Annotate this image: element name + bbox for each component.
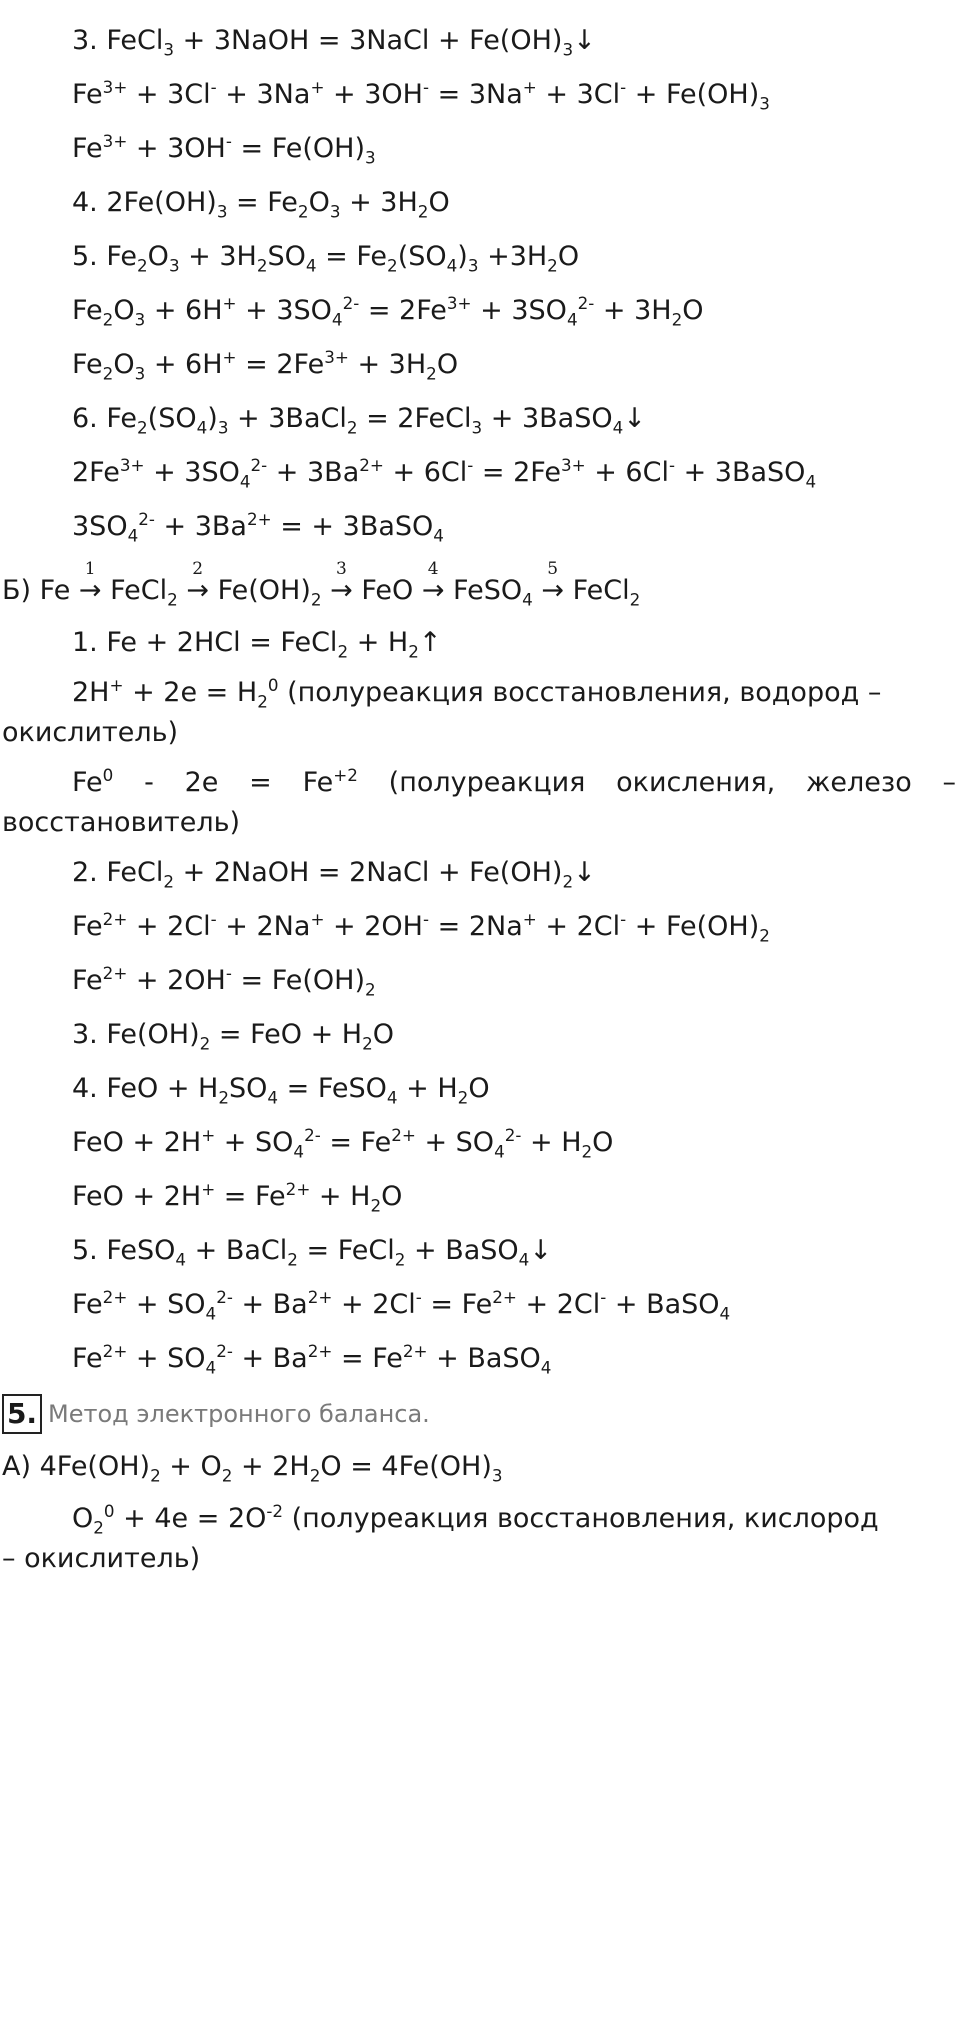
equation-line: А) $4Fe(OH)_2 + O_2 + 2H_2O = 4Fe(OH)_3$ <box>2 1451 503 1486</box>
equation-line: $Fe_2O_3 + 6H^+ = 2Fe^{3+} + 3H_2O$ <box>72 347 459 384</box>
equation-line: 5. $Fe_2O_3 + 3H_2SO_4 = Fe_2(SO_4)_3 +3H_2O$ <box>72 241 580 276</box>
half-reaction-continuation: окислитель) <box>2 717 179 748</box>
equation-line: $3SO_4^{2-} + 3Ba^{2+}$ = + 3BaSO$_4$ <box>72 509 444 546</box>
section-title: Метод электронного баланса. <box>48 1400 430 1428</box>
section-heading <box>2 1394 430 1434</box>
equation-line: 3. $Fe(OH)_2$ = FeO + $H_2O$ <box>72 1019 395 1054</box>
equation-line: FeO + $2H^+ + SO_4^{2-} = Fe^{2+} + SO_4^{2-} + H_2O$ <box>72 1125 614 1162</box>
transformation-scheme: Б) Fe → 1 FeCl$_2$ → 2 $Fe(OH)_2$ → 3 FeO → 4 FeSO$_4$ → 5 FeCl$_2$ <box>2 559 641 610</box>
equation-line: $Fe^{2+} + 2Cl^- + 2Na^+ + 2OH^- = 2Na^+ + 2Cl^- + Fe(OH)_2$ <box>72 909 770 946</box>
equation-line: $Fe^{3+} + 3OH^- = Fe(OH)_3$ <box>72 131 376 168</box>
half-reaction-continuation: – окислитель) <box>2 1543 201 1574</box>
equation-line: $Fe^{3+} + 3Cl^- + 3Na^+ + 3OH^- = 3Na^+ + 3Cl^- + Fe(OH)_3$ <box>72 77 770 114</box>
equation-line: 1. Fe + 2HCl = FeCl$_2$ + $H_2↑$ <box>72 627 442 662</box>
equation-line: 2. FeCl$_2$ + 2NaOH = 2NaCl + $Fe(OH)_2↓$ <box>72 857 596 892</box>
half-reaction-line: Fe$^0$ - 2e = $Fe^{+2}$ (полуреакция окисления, железо – <box>72 765 956 798</box>
equation-line: $Fe^{2+} + 2OH^- = Fe(OH)_2$ <box>72 963 376 1000</box>
equation-line: 4. FeO + $H_2SO_4$ = FeSO$_4$ + $H_2O$ <box>72 1073 490 1108</box>
equation-line: 5. FeSO$_4$ + BaCl$_2$ = FeCl$_2$ + BaSO$_4$↓ <box>72 1235 552 1270</box>
section-number-box: 5. <box>2 1394 42 1434</box>
half-reaction-continuation: восстановитель) <box>2 807 241 838</box>
half-reaction-line: $2H^+ + 2e = H_2^0$ (полуреакция восстановления, водород – <box>72 675 882 712</box>
equation-line: FeO + $2H^+ = Fe^{2+} + H_2O$ <box>72 1179 403 1216</box>
equation-line: $Fe^{2+} + SO_4^{2-} + Ba^{2+} = Fe^{2+}$ + BaSO$_4$ <box>72 1341 552 1378</box>
half-reaction-line: $O_2^0 + 4e = 2O^{-2}$ (полуреакция восстановления, кислород <box>72 1501 879 1538</box>
equation-line: 3. FeCl$_3$ + 3NaOH = 3NaCl + $Fe(OH)_3↓$ <box>72 25 596 60</box>
equation-line: 4. $2Fe(OH)_3 = Fe_2O_3 + 3H_2O$ <box>72 187 450 222</box>
equation-line: $2Fe^{3+} + 3SO_4^{2-} + 3Ba^{2+} + 6Cl^- = 2Fe^{3+} + 6Cl^-$ + 3BaSO$_4$ <box>72 455 817 492</box>
equation-line: 6. $Fe_2(SO_4)_3$ + 3BaCl$_2$ = 2FeCl$_3$ + 3BaSO$_4$↓ <box>72 403 646 438</box>
equation-line: $Fe^{2+} + SO_4^{2-} + Ba^{2+} + 2Cl^- = Fe^{2+} + 2Cl^-$ + BaSO$_4$ <box>72 1287 731 1324</box>
equation-line: $Fe_2O_3 + 6H^+ + 3SO_4^{2-} = 2Fe^{3+} + 3SO_4^{2-} + 3H_2O$ <box>72 293 704 330</box>
